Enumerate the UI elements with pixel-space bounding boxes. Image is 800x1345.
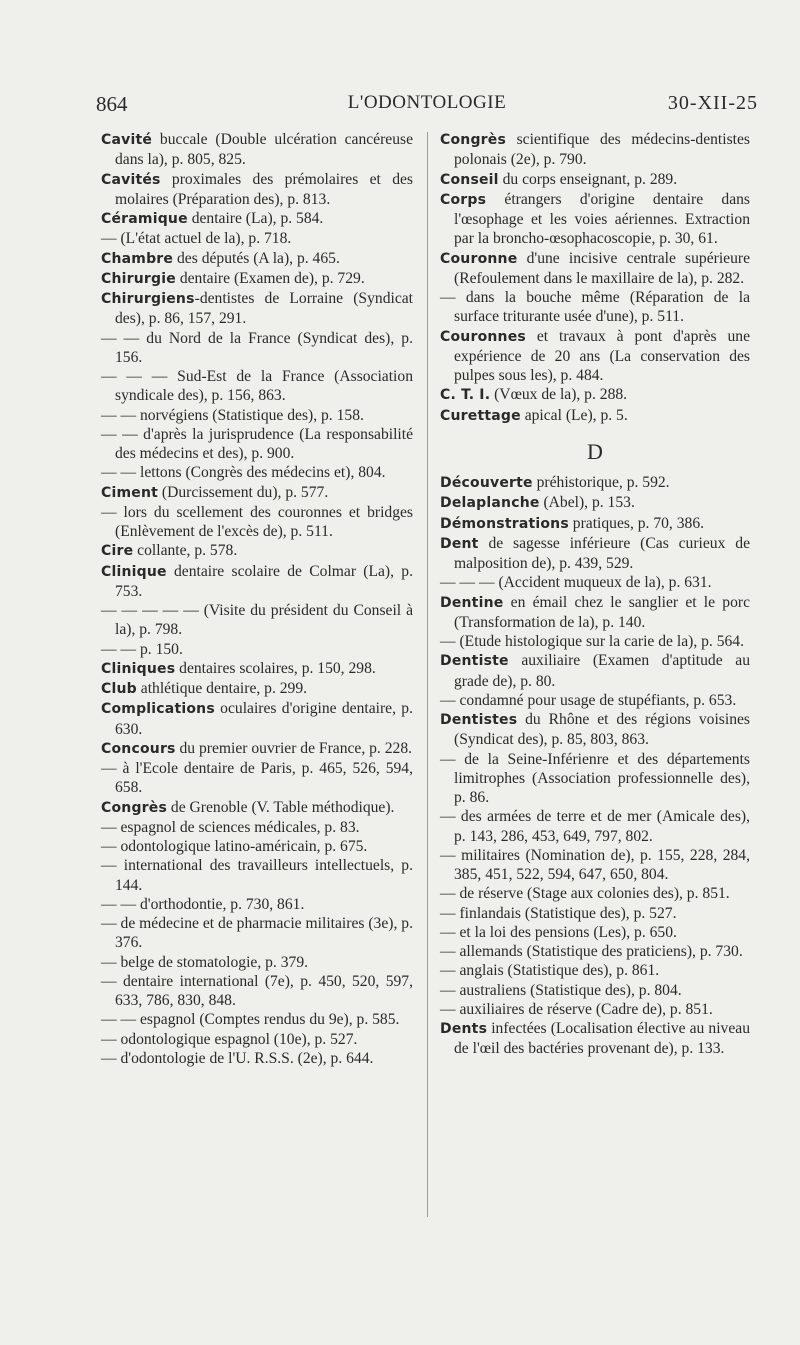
index-entry [101,818,413,837]
index-entry [440,807,750,846]
entry-text: pratiques, p. 70, 386. [568,514,705,532]
entry-text: — espagnol de sciences médicales, p. 83. [101,818,360,836]
index-entry [440,170,750,190]
entry-headword: Céramique [101,211,188,227]
entry-text: — belge de stomatologie, p. 379. [101,953,309,971]
index-entry [440,534,750,574]
entry-text: préhistorique, p. 592. [532,474,670,491]
index-entry [101,425,413,464]
entry-text: de Grenoble (V. Table méthodique). [167,798,395,816]
entry-headword: Chirurgie [101,270,176,287]
entry-headword: C. T. I. [440,387,491,404]
index-entry [101,972,413,1011]
entry-headword: Cire [101,543,134,560]
index-entry [440,1019,750,1059]
index-entry [101,914,413,953]
entry-headword: Dents [440,1021,488,1037]
index-entry [101,289,413,329]
entry-headword: Cliniques [101,660,176,677]
entry-text: — odontologique espagnol (10e), p. 527. [101,1030,358,1048]
entry-headword: Dentistes [440,712,518,728]
index-entry [440,846,750,885]
index-entry [101,739,413,759]
entry-text: scientifique des médecins-dentistes polonais (2e), p. 790. [454,131,750,169]
index-entry [101,463,413,482]
entry-text: — militaires (Nomination de), p. 155, 228, 284, 385, 451, 522, 594, 647, 650, 804. [440,846,750,883]
section-letter-d: D [587,438,603,464]
issue-date: 30-XII-25 [667,92,758,114]
index-entry [440,884,750,903]
running-title: L'ODONTOLOGIE [347,92,507,113]
entry-text: étrangers d'origine dentaire dans l'œsophage et les voies aériennes. Extraction par la broncho-œsophacoscopie, p. 30, 61. [454,190,750,248]
entry-text: — condamné pour usage de stupéfiants, p. 653. [440,691,737,709]
entry-text: du corps enseignant, p. 289. [498,170,678,188]
entry-headword: Clinique [101,563,167,580]
entry-headword: Cavité [101,132,153,148]
index-entry [101,229,413,248]
entry-headword: Conseil [440,171,499,188]
index-entry [101,798,413,818]
entry-text: — international des travailleurs intellectuels, p. 144. [101,857,413,894]
index-section-c-continued [440,130,750,426]
index-entry [101,170,413,210]
entry-text: — lors du scellement des couronnes et bridges (Enlèvement de l'excès de), p. 511. [101,503,413,540]
index-entry [440,493,750,513]
index-section-d [440,473,750,1059]
index-entry [440,961,750,980]
entry-text: — dentaire international (7e), p. 450, 520, 597, 633, 786, 830, 848. [101,972,413,1009]
entry-text: — — — Sud-Est de la France (Association syndicale des), p. 156, 863. [101,368,413,405]
entry-headword: Couronnes [440,328,526,345]
entry-text: — et la loi des pensions (Les), p. 650. [440,923,677,941]
entry-headword: Curettage [440,407,521,424]
entry-text: infectées (Localisation élective au niveau de l'œil des bactéries provenant de), p. 133. [454,1020,750,1058]
entry-text: — australiens (Statistique des), p. 804. [440,981,682,999]
entry-text: — odontologique latino-américain, p. 675. [101,838,368,855]
entry-headword: Concours [101,740,176,757]
entry-headword: Chirurgiens [101,291,195,307]
entry-text: en émail chez le sanglier et le porc (Transformation de la), p. 140. [454,593,750,631]
index-entry [101,895,413,914]
index-entry [101,699,413,739]
entry-text: — — — (Accident muqueux de la), p. 631. [440,574,712,592]
index-entry [440,710,750,750]
index-entry [101,837,413,856]
index-entry [440,406,750,426]
index-entry [101,329,413,368]
entry-headword: Dent [440,535,479,552]
entry-text: d'une incisive centrale supérieure (Refoulement dans le maxillaire de la), p. 282. [454,249,750,287]
index-entry [440,573,750,592]
index-entry [101,640,413,659]
entry-headword: Découverte [440,475,533,491]
index-column-right [440,130,750,1059]
index-entry [101,562,413,602]
page-number: 864 [96,92,128,116]
index-entry [101,759,413,798]
index-entry [101,1030,413,1049]
entry-text: — allemands (Statistique des praticiens), p. 730. [440,943,743,960]
index-entry [440,1000,750,1019]
index-entry [101,503,413,542]
entry-headword: Congrès [101,799,168,816]
entry-text: (Vœux de la), p. 288. [490,386,628,404]
entry-headword: Ciment [101,484,159,501]
entry-headword: Dentiste [440,653,509,670]
entry-text: et travaux à pont d'après une expérience de 20 ans (La conservation des pulpes sous les), p. 484. [454,327,750,384]
index-entry [440,632,750,651]
entry-text: — — norvégiens (Statistique des), p. 158. [101,406,364,424]
entry-text: — anglais (Statistique des), p. 861. [440,962,660,980]
entry-text: — des armées de terre et de mer (Amicale des), p. 143, 286, 453, 649, 797, 802. [440,808,750,845]
index-entry [101,406,413,425]
entry-text: — — du Nord de la France (Syndicat des), p. 156. [101,329,413,366]
entry-text: — — lettons (Congrès des médecins et), 804. [101,464,386,482]
index-entry [101,209,413,229]
index-column-left [101,130,413,1068]
entry-headword: Dentine [440,594,504,611]
entry-text: apical (Le), p. 5. [520,406,628,424]
entry-text: — (Etude histologique sur la carie de la), p. 564. [440,633,744,650]
entry-text: dentaire (La), p. 584. [187,210,324,227]
entry-text: — — espagnol (Comptes rendus du 9e), p. 585. [101,1011,400,1029]
index-entry [440,651,750,691]
index-entry [440,130,750,170]
entry-text: — dans la bouche même (Réparation de la surface triturante usée d'une), p. 511. [440,289,750,326]
index-entry [440,923,750,942]
entry-text: — d'odontologie de l'U. R.S.S. (2e), p. 644. [101,1049,374,1067]
index-entry [101,130,413,170]
index-entry [101,483,413,503]
entry-text: — finlandais (Statistique des), p. 527. [440,904,677,922]
index-entry [101,1010,413,1029]
index-entry [101,541,413,561]
entry-headword: Corps [440,191,487,208]
entry-text: — de médecine et de pharmacie militaires (3e), p. 376. [101,915,413,952]
entry-text: dentaires scolaires, p. 150, 298. [175,659,376,677]
entry-headword: Chambre [101,250,174,267]
entry-text: des députés (A la), p. 465. [173,249,340,267]
index-entry [440,904,750,923]
index-entry [440,249,750,289]
entry-text: — de réserve (Stage aux colonies des), p. 851. [440,885,730,903]
page-header [96,92,758,122]
index-entry [440,981,750,1000]
entry-text: — de la Seine-Inférienre et des départements limitrophes (Association professionnelle des), p. 86. [440,750,750,806]
index-entry [101,679,413,699]
entry-text: auxiliaire (Examen d'aptitude au grade de), p. 80. [454,652,750,690]
entry-headword: Congrès [440,132,507,148]
entry-text: -dentistes de Lorraine (Syndicat des), p. 86, 157, 291. [115,290,413,328]
index-entry [440,942,750,961]
entry-headword: Démonstrations [440,515,569,532]
index-entry [101,601,413,640]
entry-text: — — p. 150. [101,640,183,658]
index-entry [440,514,750,534]
entry-text: — auxiliaires de réserve (Cadre de), p. 851. [440,1000,713,1018]
entry-headword: Delaplanche [440,495,540,512]
entry-text: — — d'orthodontie, p. 730, 861. [101,895,305,913]
entry-headword: Couronne [440,250,518,267]
index-entry [101,367,413,406]
entry-text: — — — — — (Visite du président du Conseil à la), p. 798. [101,602,413,639]
entry-text: du Rhône et des régions voisines (Syndicat des), p. 85, 803, 863. [454,711,750,749]
entry-text: (Abel), p. 153. [539,494,635,512]
index-entry [440,691,750,710]
index-entry [440,473,750,493]
index-entry [101,856,413,895]
entry-headword: Cavités [101,171,161,188]
entry-text: athlétique dentaire, p. 299. [136,680,308,697]
entry-text: dentaire scolaire de Colmar (La), p. 753. [115,562,413,600]
entry-text: oculaires d'origine dentaire, p. 630. [115,700,413,738]
entry-text: buccale (Double ulcération cancéreuse dans la), p. 805, 825. [115,131,413,169]
index-entry [101,269,413,289]
index-entry [440,593,750,633]
entry-headword: Complications [101,701,215,718]
entry-text: proximales des prémolaires et des molaires (Préparation des), p. 813. [115,170,413,208]
index-entry [101,953,413,972]
entry-text: (Durcissement du), p. 577. [158,483,329,501]
index-entry [440,750,750,808]
entry-text: — (L'état actuel de la), p. 718. [101,230,292,248]
entry-text: — — d'après la jurisprudence (La responsabilité des médecins et des), p. 900. [101,425,413,462]
entry-text: dentaire (Examen de), p. 729. [175,269,365,287]
index-entry [101,1049,413,1068]
index-entry [440,288,750,327]
entry-text: collante, p. 578. [133,542,238,560]
index-entry [440,327,750,386]
index-entry [101,249,413,269]
index-entry [440,385,750,405]
entry-text: de sagesse inférieure (Cas curieux de malposition de), p. 439, 529. [454,534,750,572]
index-entry [101,659,413,679]
column-divider [427,132,428,1217]
entry-text: du premier ouvrier de France, p. 228. [175,739,413,757]
entry-headword: Club [101,681,137,697]
index-entry [440,190,750,249]
entry-text: — à l'Ecole dentaire de Paris, p. 465, 526, 594, 658. [101,760,413,797]
